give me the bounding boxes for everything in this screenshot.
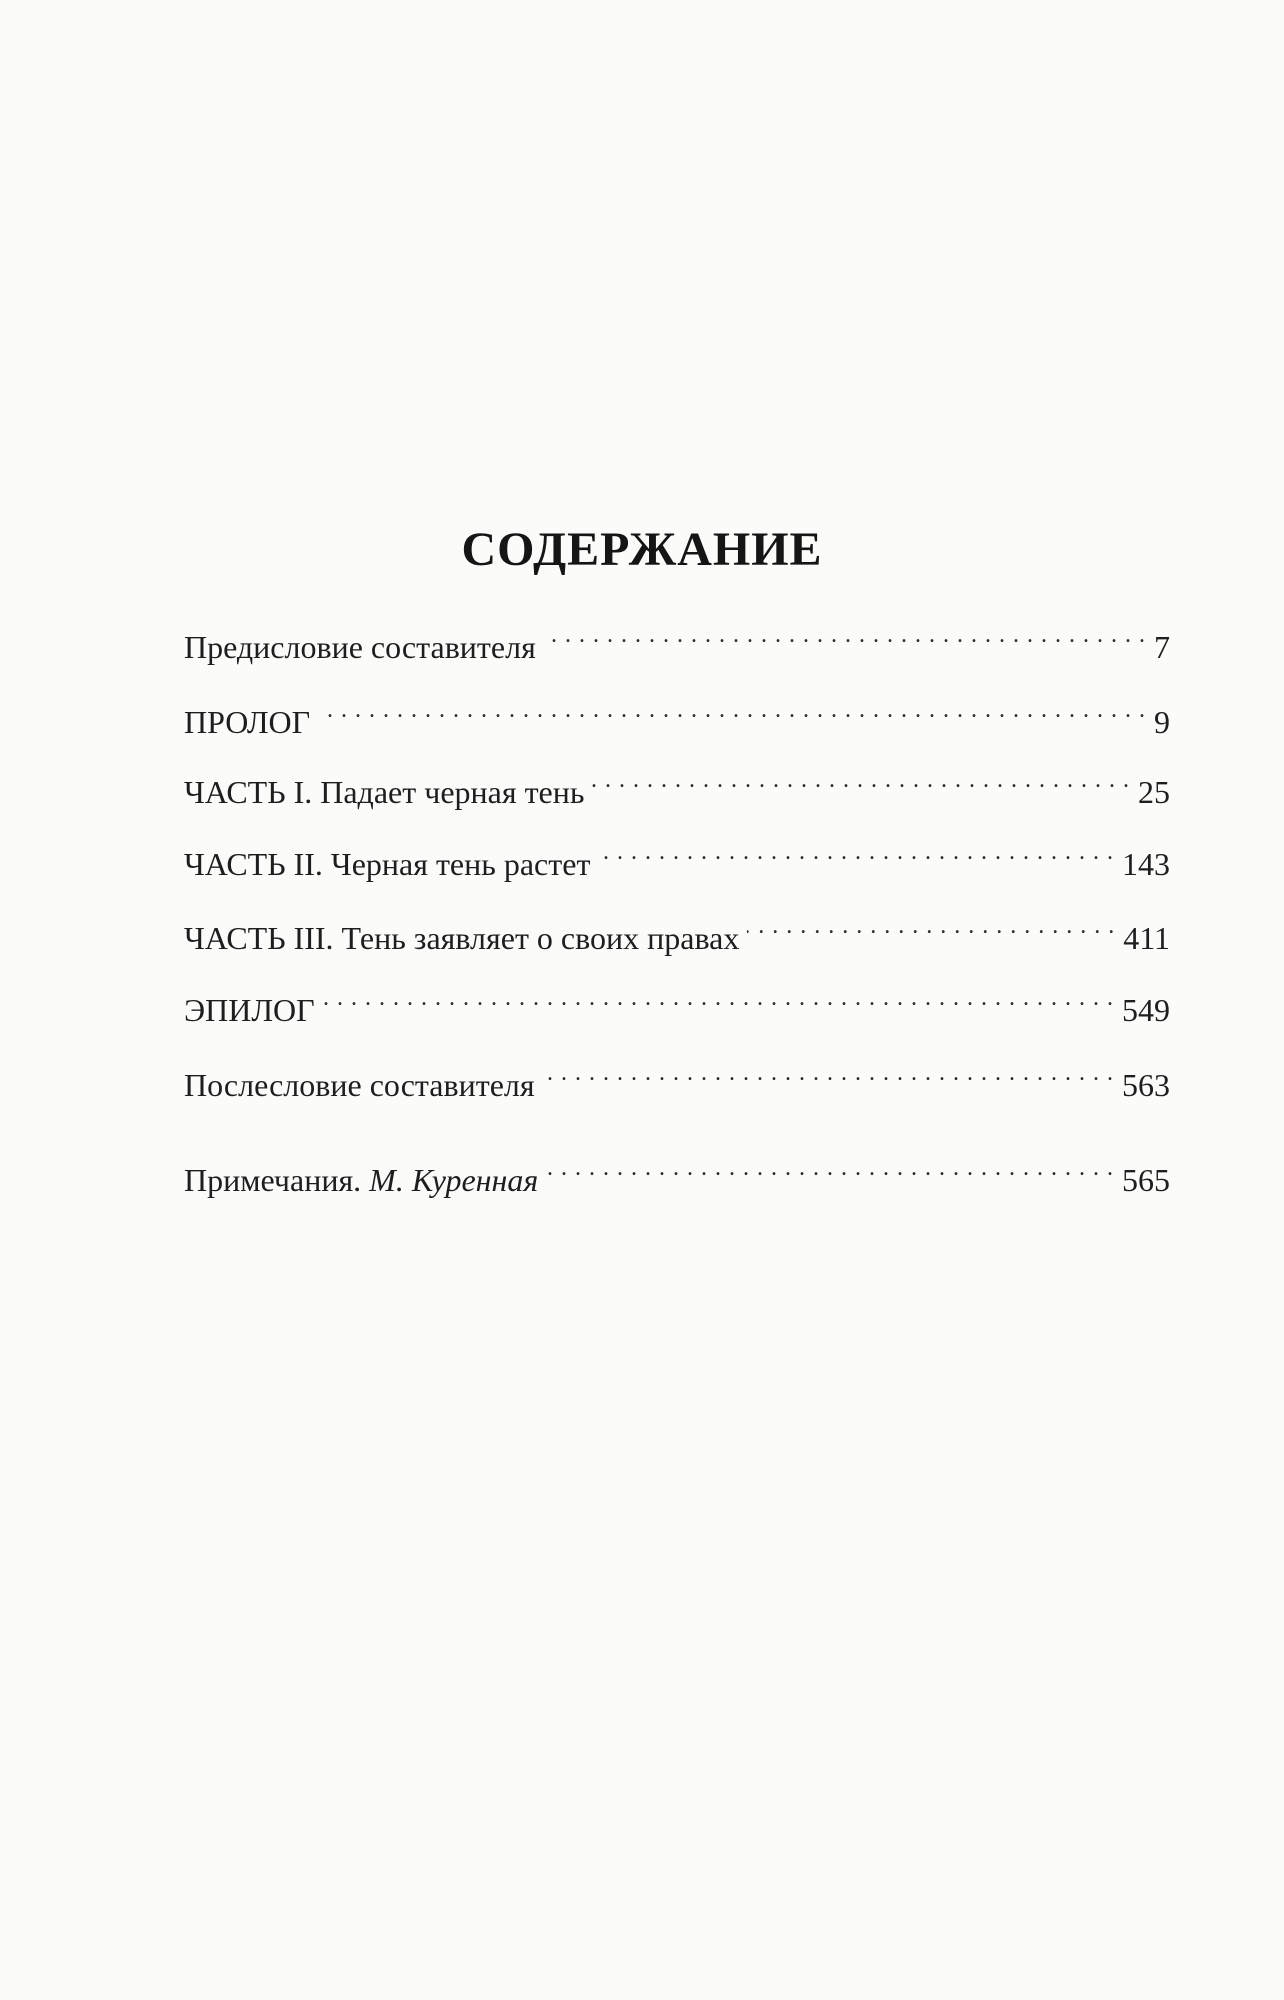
toc-entry-afterword	[184, 1050, 1170, 1103]
toc-entry-title	[184, 1157, 546, 1203]
page-title: СОДЕРЖАНИЕ	[461, 523, 823, 577]
dot-leader	[546, 1145, 1114, 1191]
toc-entry-page-number: 565	[1122, 1162, 1170, 1198]
toc-entry-page-number: 9	[1154, 704, 1170, 740]
toc-entry-title: ПРОЛОГ	[184, 704, 311, 740]
toc-entry-page-number: 411	[1123, 920, 1170, 956]
toc-entry-page-number: 563	[1122, 1067, 1170, 1103]
toc-entry-part-3	[184, 903, 1170, 956]
toc-entry-title: Предисловие составителя	[184, 629, 536, 665]
toc-entry-notes-author: М. Куренная	[369, 1162, 539, 1198]
toc-entry-notes	[184, 1145, 1170, 1198]
dot-leader	[747, 903, 1115, 949]
dot-leader	[323, 975, 1114, 1021]
toc-entry-preface	[184, 612, 1170, 665]
dot-leader	[318, 687, 1146, 733]
toc-entry-part-2	[184, 829, 1170, 882]
toc-entry-page-number: 7	[1154, 629, 1170, 665]
toc-entry-title: ЧАСТЬ III. Тень заявляет о своих правах	[184, 920, 740, 956]
toc-entry-title: ЭПИЛОГ	[184, 992, 315, 1028]
toc-entry-epilogue	[184, 975, 1170, 1028]
toc-entry-page-number: 549	[1122, 992, 1170, 1028]
toc-entry-page-number: 25	[1138, 774, 1170, 810]
toc-entry-title: ЧАСТЬ II. Черная тень растет	[184, 846, 591, 882]
toc-entry-notes-label: Примечания.	[184, 1162, 362, 1198]
toc-entry-page-number: 143	[1122, 846, 1170, 882]
dot-leader	[544, 612, 1146, 658]
dot-leader	[592, 757, 1130, 803]
toc-entry-part-1	[184, 757, 1170, 810]
dot-leader	[543, 1050, 1114, 1096]
toc-entry-title: Послесловие составителя	[184, 1067, 535, 1103]
dot-leader	[598, 829, 1114, 875]
toc-entry-title: ЧАСТЬ I. Падает черная тень	[184, 774, 585, 810]
toc-entry-prologue	[184, 687, 1170, 740]
